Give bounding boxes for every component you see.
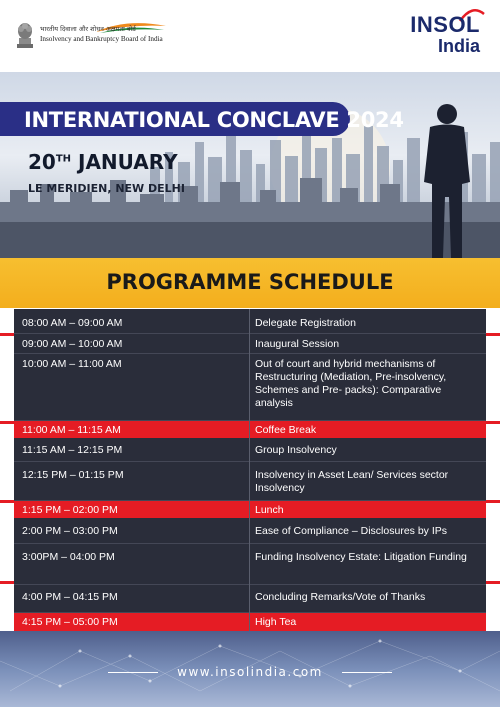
date-day: 20 [28,150,56,174]
side-tick [486,581,500,584]
row-event: Delegate Registration [255,317,356,329]
schedule-row [14,334,486,354]
row-event: Funding Insolvency Estate: Litigation Funding [255,551,467,563]
schedule-row [14,518,486,544]
side-tick [0,500,14,503]
row-time: 1:15 PM – 02:00 PM [22,504,118,516]
row-time: 4:00 PM – 04:15 PM [22,591,118,603]
header [0,0,500,72]
date-suffix: TH [55,153,72,165]
india-wordmark: India [437,36,480,56]
ibbi-logo [40,24,200,43]
row-time: 08:00 AM – 09:00 AM [22,317,123,329]
hero-banner [0,72,500,258]
row-time: 09:00 AM – 10:00 AM [22,338,123,350]
row-time: 2:00 PM – 03:00 PM [22,525,118,537]
event-venue: LE MERIDIEN, NEW DELHI [28,182,185,195]
row-time: 11:00 AM – 11:15 AM [22,424,121,436]
row-event: High Tea [255,616,297,628]
schedule-row [14,462,486,501]
ibbi-hindi-name: भारतीय दिवाला और शोधन अक्षमता बोर्ड [40,25,136,33]
row-time: 10:00 AM – 11:00 AM [22,358,122,370]
date-month: JANUARY [78,150,178,174]
side-tick [0,581,14,584]
programme-title: PROGRAMME SCHEDULE [106,270,394,294]
schedule-row [14,309,486,334]
column-divider [249,309,250,631]
schedule-row-highlight [14,613,486,631]
side-tick [486,500,500,503]
national-emblem-icon [14,20,36,50]
row-event: Out of court and hybrid mechanisms of Restructuring (Mediation, Pre-insolvency, Schemes and Pre- packs): Comparative analysis [255,358,447,409]
insol-india-logo [410,14,480,56]
row-event: Lunch [255,504,284,516]
website-link[interactable]: www.insolindia.com [177,665,323,679]
side-tick [486,421,500,424]
schedule-row [14,544,486,585]
side-tick [0,333,14,336]
schedule-row [14,438,486,462]
row-time: 11:15 AM – 12:15 PM [22,444,123,456]
row-event: Ease of Compliance – Disclosures by IPs [255,525,447,537]
row-event: Concluding Remarks/Vote of Thanks [255,591,426,603]
ibbi-english-name: Insolvency and Bankruptcy Board of India [40,35,163,43]
side-tick [0,421,14,424]
schedule-row-highlight [14,501,486,518]
row-time: 4:15 PM – 05:00 PM [22,616,118,628]
schedule-table [14,309,486,631]
side-tick [486,333,500,336]
row-event: Insolvency in Asset Lean/ Services sector Insolvency [255,469,449,494]
row-time: 3:00PM – 04:00 PM [22,551,115,563]
row-event: Inaugural Session [255,338,340,350]
row-time: 12:15 PM – 01:15 PM [22,469,124,481]
insol-wordmark: INSOL [410,12,480,37]
schedule-row [14,585,486,613]
row-event: Group Insolvency [255,444,337,456]
schedule-row-highlight [14,421,486,438]
event-date [28,150,178,174]
event-title: INTERNATIONAL CONCLAVE 2024 [24,108,404,132]
schedule-row [14,354,486,421]
row-event: Coffee Break [255,424,317,436]
